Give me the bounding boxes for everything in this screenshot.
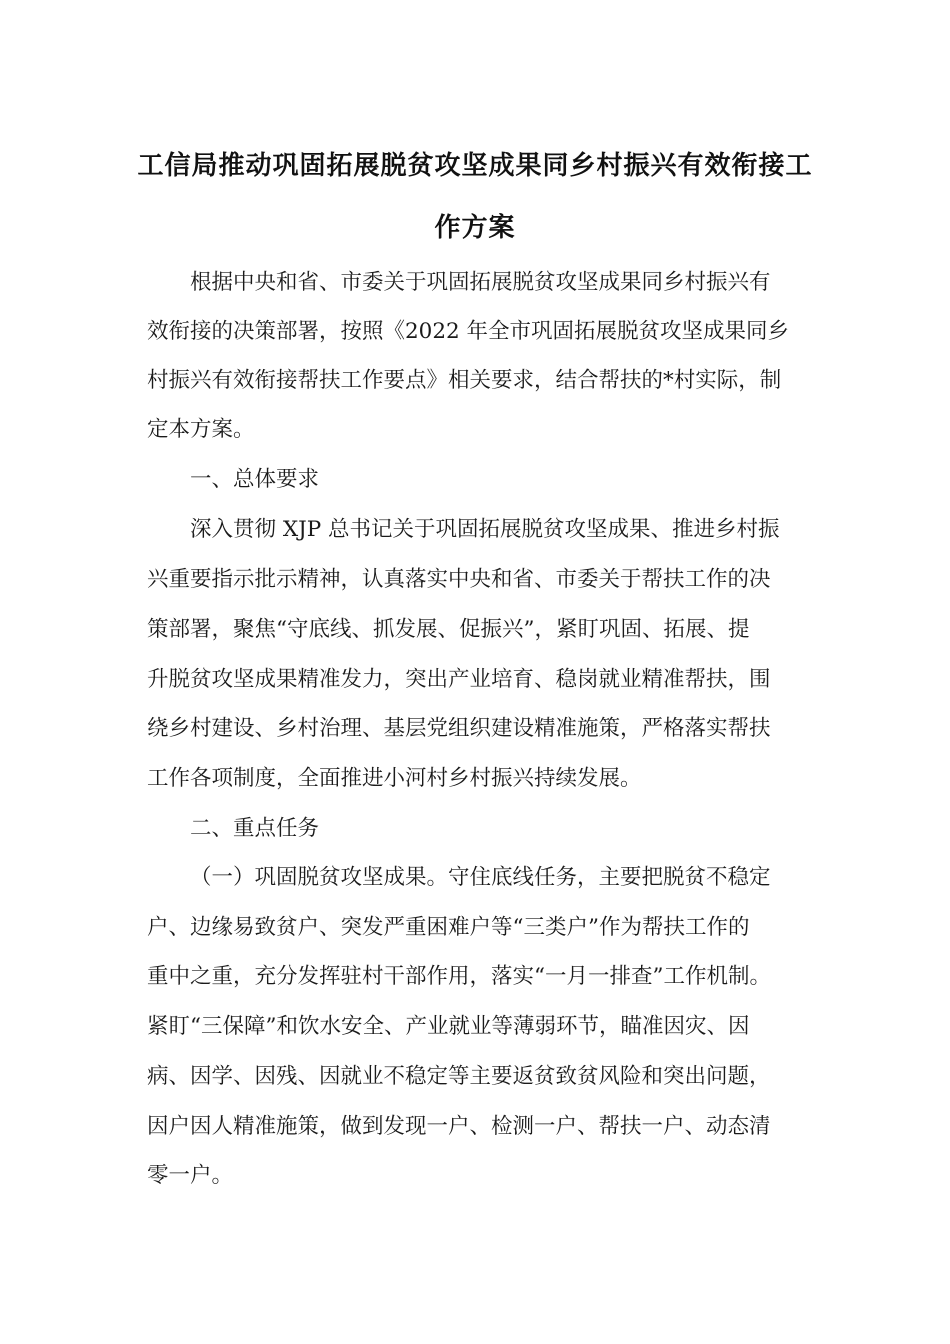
document-title-line-2: 作方案 <box>434 213 516 243</box>
section2-line: 病、因学、因残、因就业不稳定等主要返贫致贫风险和突出问题， <box>147 1064 771 1089</box>
section1-line: 兴重要指示批示精神，认真落实中央和省、市委关于帮扶工作的决 <box>147 567 771 592</box>
intro-line: 定本方案。 <box>147 417 255 442</box>
section1-line: 策部署，聚焦“守底线、抓发展、促振兴”，紧盯巩固、拓展、提 <box>147 617 750 642</box>
section1-line: 升脱贫攻坚成果精准发力，突出产业培育、稳岗就业精准帮扶，围 <box>147 667 771 692</box>
section2-line: 零一户。 <box>147 1163 234 1188</box>
intro-line: 效衔接的决策部署，按照《2022 年全市巩固拓展脱贫攻坚成果同乡 <box>147 319 790 344</box>
section2-line: 紧盯“三保障”和饮水安全、产业就业等薄弱环节，瞄准因灾、因 <box>147 1014 750 1039</box>
section2-line: 因户因人精准施策，做到发现一户、检测一户、帮扶一户、动态清 <box>147 1114 771 1139</box>
section1-line: 绕乡村建设、乡村治理、基层党组织建设精准施策，严格落实帮扶 <box>147 716 771 741</box>
section1-line: 工作各项制度，全面推进小河村乡村振兴持续发展。 <box>147 766 642 791</box>
section2-line: 重中之重，充分发挥驻村干部作用，落实“一月一排查”工作机制。 <box>147 964 771 989</box>
section1-line: 深入贯彻 XJP 总书记关于巩固拓展脱贫攻坚成果、推进乡村振 <box>190 517 780 542</box>
section-heading-tasks: 二、重点任务 <box>190 816 320 841</box>
section2-line: 户、边缘易致贫户、突发严重困难户等“三类户”作为帮扶工作的 <box>147 915 750 940</box>
document-title-line-1: 工信局推动巩固拓展脱贫攻坚成果同乡村振兴有效衔接工 <box>137 151 813 181</box>
intro-line: 根据中央和省、市委关于巩固拓展脱贫攻坚成果同乡村振兴有 <box>190 270 771 295</box>
section2-line: （一）巩固脱贫攻坚成果。守住底线任务，主要把脱贫不稳定 <box>190 865 771 890</box>
section-heading-general: 一、总体要求 <box>190 467 320 492</box>
intro-line: 村振兴有效衔接帮扶工作要点》相关要求，结合帮扶的*村实际，制 <box>147 368 782 393</box>
